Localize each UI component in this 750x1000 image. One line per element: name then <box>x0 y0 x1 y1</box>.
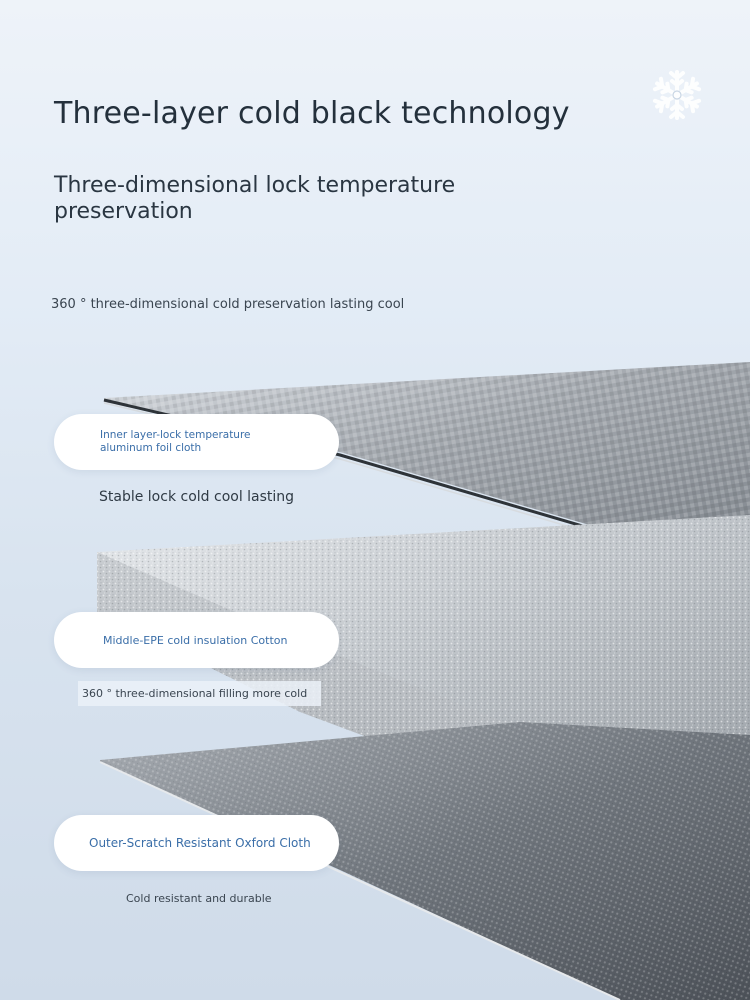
layer-label-text: Middle-EPE cold insulation Cotton <box>103 633 288 647</box>
layer-label-inner <box>54 414 339 470</box>
layer-label-outer <box>54 815 339 871</box>
layer-description-inner: Stable lock cold cool lasting <box>99 489 295 505</box>
tagline: 360 ° three-dimensional cold preservation lasting cool <box>51 297 405 312</box>
layer-label-text: Outer-Scratch Resistant Oxford Cloth <box>89 836 311 850</box>
page-subtitle: Three-dimensional lock temperature preservation <box>54 173 456 224</box>
layer-label-middle <box>54 612 339 668</box>
layer-description-middle: 360 ° three-dimensional filling more cold <box>78 681 321 706</box>
layer-description-outer: Cold resistant and durable <box>126 892 272 905</box>
layer-label-text: Inner layer-lock temperature aluminum foil cloth <box>100 429 251 454</box>
page-title: Three-layer cold black technology <box>54 96 570 131</box>
